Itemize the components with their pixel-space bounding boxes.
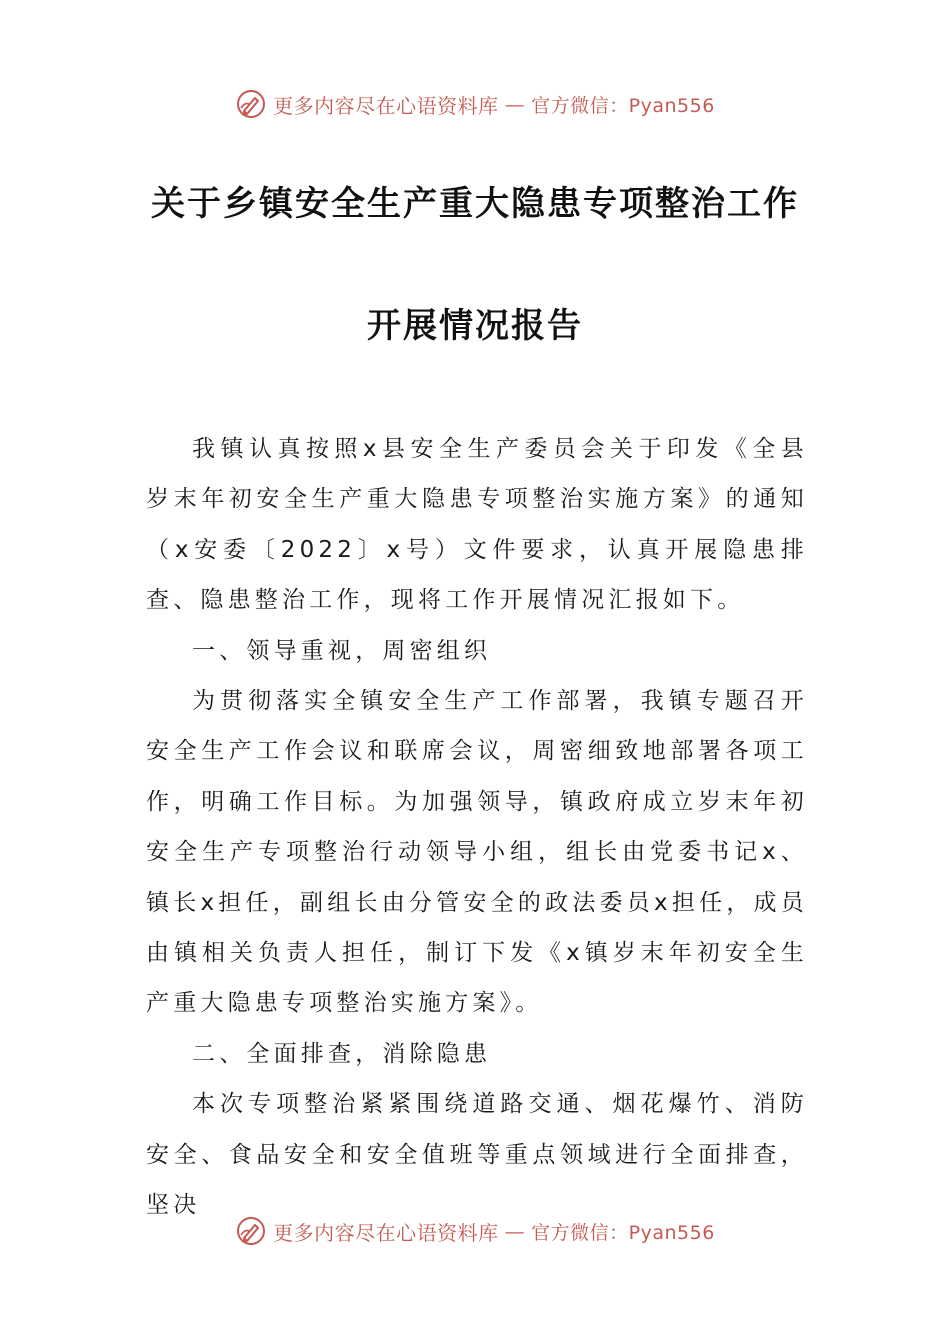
watermark-separator: — [504, 1219, 526, 1243]
body-paragraph-section1: 为贯彻落实全镇安全生产工作部署，我镇专题召开安全生产工作会议和联席会议，周密细致地部署各项工作，明确工作目标。为加强领导，镇政府成立岁末年初安全生产专项整治行动领导小组，组长由党委书记x、镇长x担任，副组长由分管安全的政法委员x担任，成员由镇相关负责人担任，制订下发《x镇岁末年初安全生产重大隐患专项整治实施方案》。 [146, 688, 808, 1017]
body-paragraph-section2: 本次专项整治紧紧围绕道路交通、烟花爆竹、消防安全、食品安全和安全值班等重点领域进行全面排查，坚决 [146, 1091, 808, 1219]
document-title-line2: 开展情况报告 [367, 306, 583, 346]
document-body [146, 424, 808, 1231]
watermark-contact: 官方微信：Pyan556 [531, 1221, 715, 1244]
watermark-banner-bottom [0, 1211, 950, 1251]
pen-logo-icon [235, 1215, 267, 1247]
section-heading-1: 一、领导重视，周密组织 [192, 637, 492, 664]
body-paragraph-intro: 我镇认真按照x县安全生产委员会关于印发《全县岁末年初安全生产重大隐患专项整治实施方案》的通知（x安委〔2022〕x号）文件要求，认真开展隐患排查、隐患整治工作，现将工作开展情况汇报如下。 [146, 436, 808, 614]
watermark-banner-top [0, 84, 950, 124]
watermark-text: 更多内容尽在心语资料库 [273, 1220, 499, 1245]
watermark-contact: 官方微信：Pyan556 [531, 94, 715, 117]
watermark-text: 更多内容尽在心语资料库 [273, 93, 499, 118]
section-heading-2: 二、全面排查，消除隐患 [192, 1040, 492, 1067]
document-title-line1: 关于乡镇安全生产重大隐患专项整治工作 [151, 184, 799, 224]
watermark-separator: — [504, 92, 526, 116]
pen-logo-icon [235, 88, 267, 120]
